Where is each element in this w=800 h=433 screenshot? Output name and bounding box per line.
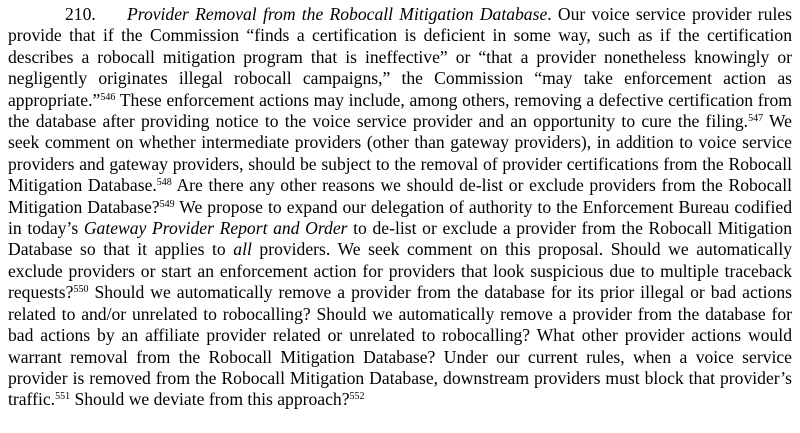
body-text: providers. We seek comment on this proposal. Should we automatically exclude providers or start an enforcement action for providers that look suspicious due to multiple traceback requests? — [8, 239, 793, 303]
paragraph-210 — [8, 4, 792, 411]
paragraph-number: 210. — [65, 4, 96, 24]
footnote-ref-552[interactable]: 552 — [349, 391, 365, 403]
footnote-ref-548[interactable]: 548 — [156, 177, 172, 189]
footnote-ref-549[interactable]: 549 — [159, 198, 175, 210]
italic-text: Gateway Provider Report and Order — [83, 218, 348, 239]
italic-text: all — [233, 239, 252, 260]
body-text: These enforcement actions may include, among others, removing a defective certification from the database after providing notice to the voice service provider and an opportunity to cure the filing. — [8, 89, 792, 132]
footnote-ref-551[interactable]: 551 — [55, 391, 71, 403]
footnote-ref-547[interactable]: 547 — [748, 113, 764, 125]
body-text: Should we automatically remove a provider from the database for its prior illegal or bad actions related to and/or unrelated to robocalling? Should we automatically remove a provider from the database for bad actions by an affiliate provider related or unrelated to robocalling? What other provider actions would warrant removal from the Robocall Mitigation Database? Under our current rules, when a voice service provider is removed from the Robocall Mitigation Database, downstream providers must block that provider’s traffic. — [8, 282, 792, 410]
body-text: Our voice service provider rules provide that if the Commission “finds a certification is deficient in some way, such as if the certification describes a robocall mitigation program that is ineffective” or “that a provider nonetheless knowingly or negligently originates illegal robocall campaigns,” the Commission “may take enforcement action as appropriate.” — [8, 4, 792, 110]
paragraph-heading: Provider Removal from the Robocall Mitigation Database — [127, 4, 548, 24]
body-text: Should we deviate from this approach? — [70, 389, 350, 410]
body-text: We propose to expand our delegation of authority to the Enforcement Bureau codified in today’s — [8, 196, 792, 239]
heading-period: . — [547, 4, 552, 24]
footnote-ref-546[interactable]: 546 — [100, 91, 116, 103]
paragraph-body — [8, 4, 792, 409]
body-text: to de-list or exclude a provider from the Robocall Mitigation Database so that it applies to — [8, 218, 792, 260]
body-text: Are there any other reasons we should de-list or exclude providers from the Robocall Mitigation Database? — [8, 175, 792, 217]
body-text: We seek comment on whether intermediate providers (other than gateway providers), in addition to voice service providers and gateway providers, should be subject to the removal of provider certifications from the Robocall Mitigation Database. — [8, 111, 792, 196]
footnote-ref-550[interactable]: 550 — [73, 284, 89, 296]
